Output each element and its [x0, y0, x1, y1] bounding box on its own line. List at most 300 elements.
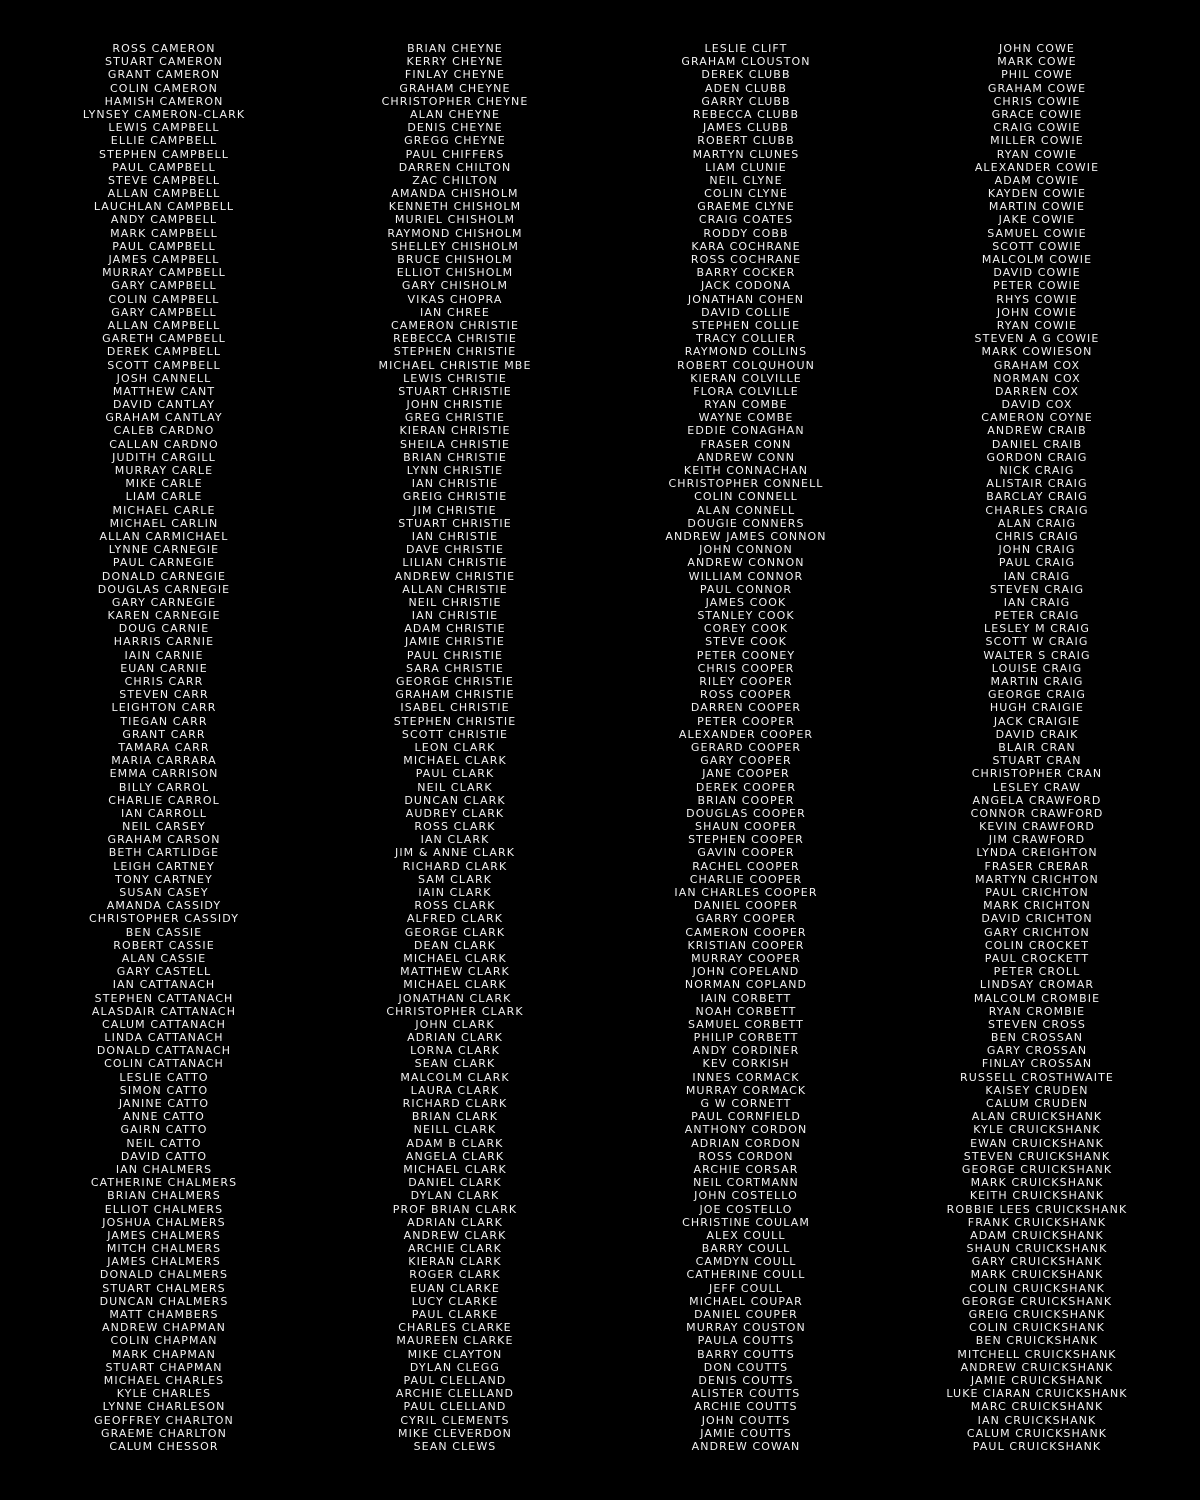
name-entry: DAVID CATTO [120, 1149, 208, 1163]
name-entry: MITCH CHALMERS [106, 1242, 222, 1256]
name-entry: KERRY CHEYNE [406, 55, 504, 69]
name-entry: ROSS CLARK [414, 820, 496, 834]
name-entry: GREIG CHRISTIE [402, 490, 508, 504]
name-entry: IAIN CORBETT [700, 991, 792, 1005]
name-entry: IAN CHALMERS [115, 1162, 213, 1176]
name-entry: JOHN COUTTS [701, 1413, 791, 1427]
name-entry: ALAN CONNELL [696, 503, 796, 517]
name-entry: BETH CARTLIDGE [108, 846, 220, 860]
name-entry: PHIL COWE [1001, 68, 1073, 82]
name-entry: MARK CRICHTON [983, 899, 1091, 913]
name-entry: DAVID COLLIE [701, 305, 791, 319]
name-entry: ROBERT CLUBB [697, 134, 795, 148]
name-entry: IAN CHARLES COOPER [674, 886, 818, 899]
name-entry: CHRISTOPHER CONNELL [668, 477, 824, 491]
name-entry: MIKE CLAYTON [407, 1347, 503, 1361]
name-entry: DANIEL CRAIB [991, 437, 1083, 451]
name-entry: STEVEN CRUICKSHANK [963, 1149, 1111, 1163]
name-entry: LEWIS CHRISTIE [403, 371, 507, 385]
name-entry: RICHARD CLARK [402, 859, 508, 873]
name-entry: IAN CHRISTIE [411, 529, 499, 543]
name-entry: GRANT CAMERON [107, 68, 221, 82]
name-entry: LEON CLARK [414, 740, 496, 754]
name-entry: SHAUN CRUICKSHANK [966, 1242, 1108, 1256]
name-entry: ALLAN CARMICHAEL [99, 529, 229, 543]
name-entry: MICHAEL COUPAR [689, 1294, 803, 1308]
name-entry: IAN CRUICKSHANK [977, 1413, 1097, 1427]
name-entry: CALEB CARDNO [113, 424, 215, 438]
name-entry: GEORGE CRAIG [987, 688, 1087, 702]
name-entry: PETER COWIE [993, 279, 1081, 293]
name-entry: LESLIE CLIFT [704, 42, 788, 55]
name-entry: BARRY COCKER [696, 266, 796, 280]
name-entry: ANNE CATTO [123, 1110, 205, 1124]
name-entry: DAVID CANTLAY [112, 398, 216, 412]
name-entry: BEN CRUICKSHANK [975, 1334, 1099, 1348]
name-entry: CHRIS COWIE [993, 94, 1081, 108]
name-entry: GARY CAMPBELL [111, 305, 217, 319]
name-entry: MICHAEL CHRISTIE MBE [378, 358, 532, 372]
name-entry: GRAHAM COWE [987, 81, 1087, 95]
name-entry: JUDITH CARGILL [112, 450, 216, 464]
name-entry: PETER COOPER [697, 714, 795, 728]
name-entry: CHARLES CRAIG [985, 503, 1089, 517]
name-entry: GARY CROSSAN [986, 1044, 1088, 1058]
name-entry: GEORGE CLARK [404, 925, 506, 939]
name-entry: ROSS COCHRANE [690, 253, 802, 266]
name-entry: VIKAS CHOPRA [407, 292, 503, 306]
name-entry: DONALD CHALMERS [99, 1268, 229, 1282]
name-entry: LESLEY CRAW [992, 780, 1082, 794]
name-entry: CATHERINE CHALMERS [90, 1176, 238, 1190]
name-entry: EDDIE CONAGHAN [687, 424, 805, 438]
name-entry: LINDSAY CROMAR [979, 978, 1095, 992]
name-entry: SCOTT CHRISTIE [401, 727, 509, 741]
name-entry: MICHAEL CLARK [403, 1162, 507, 1176]
name-entry: CHRISTOPHER CLARK [386, 1004, 524, 1018]
name-entry: PAUL CORNFIELD [691, 1110, 801, 1124]
name-entry: STEPHEN CHRISTIE [393, 345, 517, 359]
name-entry: KEITH CONNACHAN [683, 464, 809, 477]
name-entry: STUART CHAPMAN [105, 1360, 223, 1374]
name-entry: KIERAN CLARK [408, 1255, 502, 1269]
name-entry: CAMERON COOPER [685, 925, 807, 939]
name-entry: STUART CRAN [992, 754, 1082, 768]
name-entry: JAMIE CRUICKSHANK [970, 1373, 1104, 1387]
name-entry: GAIRN CATTO [120, 1123, 208, 1137]
name-entry: GARY CRICHTON [984, 925, 1090, 939]
name-entry: MICHAEL CLARK [403, 978, 507, 992]
name-entry: DEREK CLUBB [701, 68, 791, 82]
name-entry: CRAIG COATES [698, 213, 794, 227]
name-entry: MALCOLM COWIE [981, 253, 1093, 266]
name-entry: ELLIOT CHALMERS [104, 1202, 224, 1216]
name-entry: ANDREW COWAN [691, 1439, 801, 1453]
name-entry: AUDREY CLARK [405, 806, 505, 820]
name-entry: ADAM COWIE [994, 173, 1080, 187]
name-entry: HUGH CRAIGIE [989, 701, 1085, 715]
name-entry: MURIEL CHISHOLM [394, 213, 516, 227]
name-entry: PAUL CLARK [415, 767, 495, 781]
name-entry: COLIN CONNELL [694, 490, 798, 504]
name-entry: COLIN CATTANACH [104, 1057, 224, 1071]
name-entry: IAN CRAIG [1003, 569, 1071, 583]
name-entry: DENIS CHEYNE [407, 121, 503, 135]
name-entry: ANDY CAMPBELL [110, 213, 218, 227]
name-entry: PAUL CHIFFERS [405, 147, 505, 161]
name-entry: TAMARA CARR [118, 740, 210, 754]
name-entry: HAMISH CAMERON [104, 94, 224, 108]
name-entry: SCOTT COWIE [992, 239, 1082, 253]
name-entry: SCOTT W CRAIG [985, 635, 1089, 649]
name-entry: REBECCA CHRISTIE [393, 332, 517, 346]
name-entry: DOUGIE CONNERS [687, 516, 805, 530]
name-entry: KAREN CARNEGIE [107, 609, 221, 623]
name-entry: STUART CHRISTIE [398, 516, 512, 530]
name-entry: SAMUEL CORBETT [688, 1017, 804, 1031]
name-entry: FINLAY CROSSAN [981, 1057, 1093, 1071]
name-entry: ANDREW CRAIB [987, 424, 1087, 438]
name-entry: DEREK COOPER [695, 780, 797, 794]
name-entry: ANGELA CLARK [405, 1149, 505, 1163]
name-entry: SIMON CATTO [119, 1083, 209, 1097]
name-entry: BRIAN CHEYNE [407, 42, 503, 55]
name-entry: PAUL CLARKE [411, 1308, 499, 1321]
name-entry: GARY CHISHOLM [401, 279, 509, 293]
name-entry: DONALD CARNEGIE [101, 569, 227, 583]
name-entry: MARK CAMPBELL [110, 226, 218, 240]
name-entry: MICHAEL CARLIN [109, 516, 219, 530]
name-entry: PAUL CAMPBELL [112, 239, 216, 253]
name-entry: RICHARD CLARK [402, 1097, 508, 1110]
name-entry: KEVIN CRAWFORD [979, 820, 1095, 834]
name-entry: LOUISE CRAIG [991, 661, 1083, 675]
name-entry: MARK CHAPMAN [112, 1347, 216, 1361]
name-entry: FRASER CRERAR [984, 859, 1090, 873]
name-entry: FRANK CRUICKSHANK [967, 1215, 1107, 1229]
name-entry: IAN CHRISTIE [411, 609, 499, 623]
name-entry: PAUL CONNOR [699, 582, 793, 596]
name-entry: CHRISTOPHER CHEYNE [381, 94, 529, 108]
name-entry: ADAM CRUICKSHANK [970, 1228, 1104, 1242]
name-entry: KYLE CRUICKSHANK [973, 1123, 1101, 1137]
name-entry: CHRISTOPHER CASSIDY [88, 912, 240, 926]
name-entry: MURRAY CAMPBELL [102, 266, 226, 280]
name-entry: JOHN COWE [999, 42, 1075, 55]
name-entry: PAUL CLELLAND [403, 1400, 507, 1414]
name-entry: STEPHEN CATTANACH [94, 991, 234, 1005]
name-entry: ALAN CRAIG [997, 516, 1077, 530]
name-entry: EMMA CARRISON [109, 767, 219, 781]
name-entry: MATTHEW CLARK [400, 965, 510, 979]
name-entry: LEIGH CARTNEY [113, 859, 215, 873]
name-entry: DARREN COX [995, 384, 1079, 398]
name-entry: RYAN CROMBIE [988, 1004, 1086, 1018]
name-entry: GAVIN COOPER [697, 846, 795, 860]
name-entry: JOHN COWIE [996, 305, 1078, 319]
name-entry: CHRIS CARR [124, 675, 204, 688]
name-entry: DONALD CATTANACH [96, 1044, 232, 1058]
name-entry: BARCLAY CRAIG [986, 490, 1088, 504]
name-entry: GEORGE CHRISTIE [396, 675, 514, 688]
name-entry: PETER CROLL [993, 965, 1081, 979]
name-entry: DARREN COOPER [690, 701, 802, 715]
name-entry: COLIN CROCKET [984, 938, 1090, 952]
name-entry: COLIN CAMERON [110, 81, 218, 95]
name-entry: ANDREW CONNON [687, 556, 805, 570]
name-entry: MATTHEW CANT [112, 384, 216, 398]
name-entry: DENIS COUTTS [698, 1373, 794, 1387]
name-entry: MARC CRUICKSHANK [970, 1400, 1104, 1414]
name-entry: ADRIAN CLARK [407, 1031, 503, 1045]
name-entry: CRAIG COWIE [993, 121, 1081, 135]
name-entry: MIKE CLEVERDON [397, 1426, 513, 1440]
name-entry: KYLE CHARLES [116, 1387, 212, 1401]
name-entry: CALUM CHESSOR [109, 1439, 219, 1453]
name-entry: STUART CAMERON [105, 55, 223, 69]
name-entry: CAMERON CHRISTIE [390, 318, 519, 332]
name-entry: LYNSEY CAMERON-CLARK [82, 107, 246, 121]
name-entry: KARA COCHRANE [691, 239, 801, 253]
name-entry: FRASER CONN [700, 437, 792, 451]
name-entry: MARIA CARRARA [111, 754, 217, 768]
name-entry: CHARLIE CARROL [108, 793, 220, 807]
name-entry: GRAHAM CHEYNE [399, 81, 511, 95]
name-entry: ISABEL CHRISTIE [400, 701, 510, 715]
name-entry: JACK CODONA [700, 279, 792, 293]
name-entry: RYAN COMBE [704, 398, 788, 412]
name-entry: NEIL CLYNE [709, 173, 783, 187]
name-entry: LORNA CLARK [410, 1044, 500, 1058]
name-entry: GRAHAM CARSON [107, 833, 221, 847]
name-entry: LINDA CATTANACH [104, 1031, 224, 1045]
name-entry: SCOTT CAMPBELL [107, 358, 221, 372]
name-entry: MITCHELL CRUICKSHANK [957, 1347, 1117, 1361]
name-entry: LIAM CARLE [125, 490, 203, 504]
name-entry: STEVEN CARR [119, 688, 209, 702]
name-entry: MURRAY COUSTON [686, 1321, 806, 1335]
name-column-3 [596, 42, 896, 1453]
name-entry: CHARLES CLARKE [398, 1321, 512, 1335]
name-entry: CALUM CRUICKSHANK [966, 1426, 1108, 1440]
name-entry: ROSS CORDON [698, 1149, 794, 1163]
name-entry: PAUL CARNEGIE [112, 556, 216, 570]
name-entry: ROSS CLARK [414, 899, 496, 913]
name-entry: ANGELA CRAWFORD [972, 793, 1102, 807]
name-entry: ANDY CORDINER [692, 1044, 800, 1058]
name-entry: ANDREW CONN [696, 450, 796, 464]
name-entry: TONY CARTNEY [115, 872, 213, 886]
name-entry: STEPHEN CAMPBELL [99, 147, 229, 161]
name-entry: AMANDA CHISHOLM [391, 187, 519, 201]
name-entry: JOHN CONNON [699, 543, 793, 557]
name-entry: ALLAN CHRISTIE [402, 582, 508, 596]
name-entry: EUAN CARNIE [120, 661, 208, 675]
name-entry: ANDREW JAMES CONNON [665, 529, 827, 543]
name-entry: GARY CARNEGIE [111, 595, 217, 609]
name-entry: CALUM CRUDEN [985, 1097, 1089, 1110]
name-entry: RHYS COWIE [996, 292, 1078, 306]
name-entry: ROBERT CASSIE [113, 938, 215, 952]
name-entry: JOHN CHRISTIE [406, 398, 504, 412]
name-entry: PAUL CROCKETT [984, 951, 1090, 965]
name-entry: LILIAN CHRISTIE [402, 556, 508, 570]
name-entry: GRANT CARR [122, 727, 206, 741]
name-entry: ALEX COULL [706, 1228, 786, 1242]
name-entry: GREIG CRUICKSHANK [968, 1308, 1106, 1321]
name-entry: JAMES COOK [705, 595, 787, 609]
name-entry: ROBBIE LEES CRUICKSHANK [946, 1202, 1128, 1216]
name-entry: KAYDEN COWIE [987, 187, 1087, 201]
name-entry: TIEGAN CARR [120, 714, 208, 728]
name-entry: PAULA COUTTS [697, 1334, 795, 1348]
name-entry: BRUCE CHISHOLM [397, 253, 513, 266]
name-entry: LYNNE CHARLESON [102, 1400, 226, 1414]
name-entry: BLAIR CRAN [998, 740, 1076, 754]
name-entry: ARCHIE CORSAR [693, 1162, 799, 1176]
name-entry: MICHAEL CARLE [112, 503, 216, 517]
name-entry: GARRY CLUBB [701, 94, 791, 108]
name-entry: STEVEN CRAIG [989, 582, 1085, 596]
name-entry: JEFF COULL [709, 1281, 783, 1295]
name-entry: RILEY COOPER [699, 675, 793, 688]
name-entry: MATT CHAMBERS [109, 1308, 219, 1321]
name-entry: COLIN CAMPBELL [108, 292, 220, 306]
name-entry: PAUL CAMPBELL [112, 160, 216, 174]
name-entry: MALCOLM CLARK [400, 1070, 510, 1084]
name-entry: RAYMOND CHISHOLM [387, 226, 523, 240]
name-entry: JACK CRAIGIE [993, 714, 1081, 728]
name-entry: ANDREW CHAPMAN [102, 1321, 226, 1335]
name-entry: TRACY COLLIER [696, 332, 796, 346]
name-entry: NORMAN COPLAND [684, 978, 808, 992]
name-entry: IAIN CARNIE [124, 648, 204, 662]
name-entry: G W CORNETT [700, 1097, 792, 1110]
name-entry: CHRISTOPHER CRAN [971, 767, 1103, 781]
name-entry: JONATHAN COHEN [687, 292, 805, 306]
name-entry: COLIN CRUICKSHANK [969, 1321, 1105, 1335]
name-entry: ALAN CHEYNE [409, 107, 501, 121]
name-entry: GEORGE CRUICKSHANK [961, 1162, 1113, 1176]
name-entry: LESLEY M CRAIG [984, 622, 1090, 636]
name-entry: BARRY COULL [701, 1242, 791, 1256]
name-entry: STUART CHRISTIE [398, 384, 512, 398]
name-entry: STANLEY COOK [697, 609, 795, 623]
name-entry: RODDY COBB [703, 226, 789, 240]
name-entry: STEPHEN COOPER [688, 833, 804, 847]
name-entry: JAMES CAMPBELL [108, 253, 220, 266]
name-entry: PETER CRAIG [994, 609, 1080, 623]
name-entry: ARCHIE COUTTS [694, 1400, 798, 1414]
name-entry: GRAEME CLYNE [697, 200, 795, 214]
name-entry: IAN CRAIG [1003, 595, 1071, 609]
name-entry: NICK CRAIG [999, 464, 1075, 477]
name-entry: NEIL CATTO [126, 1136, 202, 1150]
name-entry: DOUGLAS COOPER [686, 806, 806, 820]
name-entry: KRISTIAN COOPER [687, 938, 805, 952]
name-entry: LAURA CLARK [410, 1083, 500, 1097]
name-entry: ZAC CHILTON [412, 173, 498, 187]
name-entry: DAVE CHRISTIE [405, 543, 505, 557]
name-entry: COLIN CHAPMAN [110, 1334, 218, 1348]
name-entry: PAUL CRICHTON [985, 886, 1089, 899]
name-entry: BRIAN CHALMERS [107, 1189, 221, 1203]
name-entry: SAM CLARK [417, 872, 493, 886]
name-entry: ADEN CLUBB [704, 81, 788, 95]
name-entry: DOUGLAS CARNEGIE [97, 582, 231, 596]
name-entry: DON COUTTS [703, 1360, 789, 1374]
name-entry: IAN CHRISTIE [411, 477, 499, 491]
name-entry: JIM & ANNE CLARK [394, 846, 516, 860]
name-entry: EUAN CLARKE [410, 1281, 500, 1295]
name-entry: SARA CHRISTIE [406, 661, 504, 675]
name-entry: RACHEL COOPER [692, 859, 800, 873]
name-entry: IAN CHREE [420, 305, 490, 319]
name-entry: MARK COWE [997, 55, 1077, 69]
name-entry: FLORA COLVILLE [693, 384, 799, 398]
name-entry: ELLIE CAMPBELL [110, 134, 218, 148]
name-entry: ALEXANDER COWIE [974, 160, 1100, 174]
name-entry: COREY COOK [703, 622, 789, 636]
name-entry: HARRIS CARNIE [113, 635, 215, 649]
name-entry: ALFRED CLARK [406, 912, 504, 926]
name-entry: CONNOR CRAWFORD [970, 806, 1104, 820]
name-entry: ALLAN CAMPBELL [107, 318, 221, 332]
name-entry: NEILL CLARK [413, 1123, 497, 1137]
name-column-2 [305, 42, 605, 1453]
name-entry: MILLER COWIE [990, 134, 1084, 148]
name-entry: RUSSELL CROSTHWAITE [960, 1070, 1114, 1084]
name-entry: JONATHAN CLARK [398, 991, 512, 1005]
name-entry: CHRIS COOPER [697, 661, 795, 675]
name-entry: MICHAEL CLARK [403, 754, 507, 768]
name-entry: LESLIE CATTO [119, 1070, 209, 1084]
name-entry: MURRAY COOPER [691, 951, 801, 965]
name-entry: DAVID COX [1001, 398, 1073, 412]
name-entry: ADRIAN CORDON [691, 1136, 801, 1150]
name-entry: PETER COONEY [696, 648, 796, 662]
name-entry: AMANDA CASSIDY [106, 899, 222, 913]
name-entry: CHRISTINE COULAM [682, 1215, 810, 1229]
name-entry: SEAN CLARK [414, 1057, 496, 1071]
name-entry: DEAN CLARK [413, 938, 497, 952]
name-entry: PAUL CRUICKSHANK [972, 1439, 1102, 1453]
name-entry: DANIEL CLARK [408, 1176, 502, 1190]
name-entry: LIAM CLUNIE [705, 160, 787, 174]
name-entry: BRIAN CLARK [411, 1110, 499, 1124]
name-entry: ADRIAN CLARK [407, 1215, 503, 1229]
name-entry: NEIL CARSEY [122, 820, 206, 834]
name-entry: GARRY COOPER [695, 912, 797, 926]
name-entry: MARK COWIESON [981, 345, 1093, 359]
name-entry: MICHAEL CLARK [403, 951, 507, 965]
name-entry: STUART CHALMERS [102, 1281, 226, 1295]
name-entry: IAN CLARK [420, 833, 490, 847]
name-entry: NEIL CORTMANN [693, 1176, 799, 1190]
name-entry: MIKE CARLE [125, 477, 203, 491]
name-entry: MARTYN CLUNES [692, 147, 800, 161]
name-entry: NORMAN COX [993, 371, 1081, 385]
name-entry: COLIN CLYNE [704, 187, 788, 201]
name-entry: LEIGHTON CARR [111, 701, 217, 715]
name-entry: REBECCA CLUBB [692, 107, 800, 121]
name-entry: STEVEN CROSS [988, 1017, 1086, 1031]
name-entry: CALUM CATTANACH [101, 1017, 227, 1031]
name-entry: GORDON CRAIG [986, 450, 1088, 464]
name-entry: KAISEY CRUDEN [985, 1083, 1089, 1097]
name-entry: ALASDAIR CATTANACH [91, 1004, 237, 1018]
name-entry: WILLIAM CONNOR [688, 569, 804, 583]
